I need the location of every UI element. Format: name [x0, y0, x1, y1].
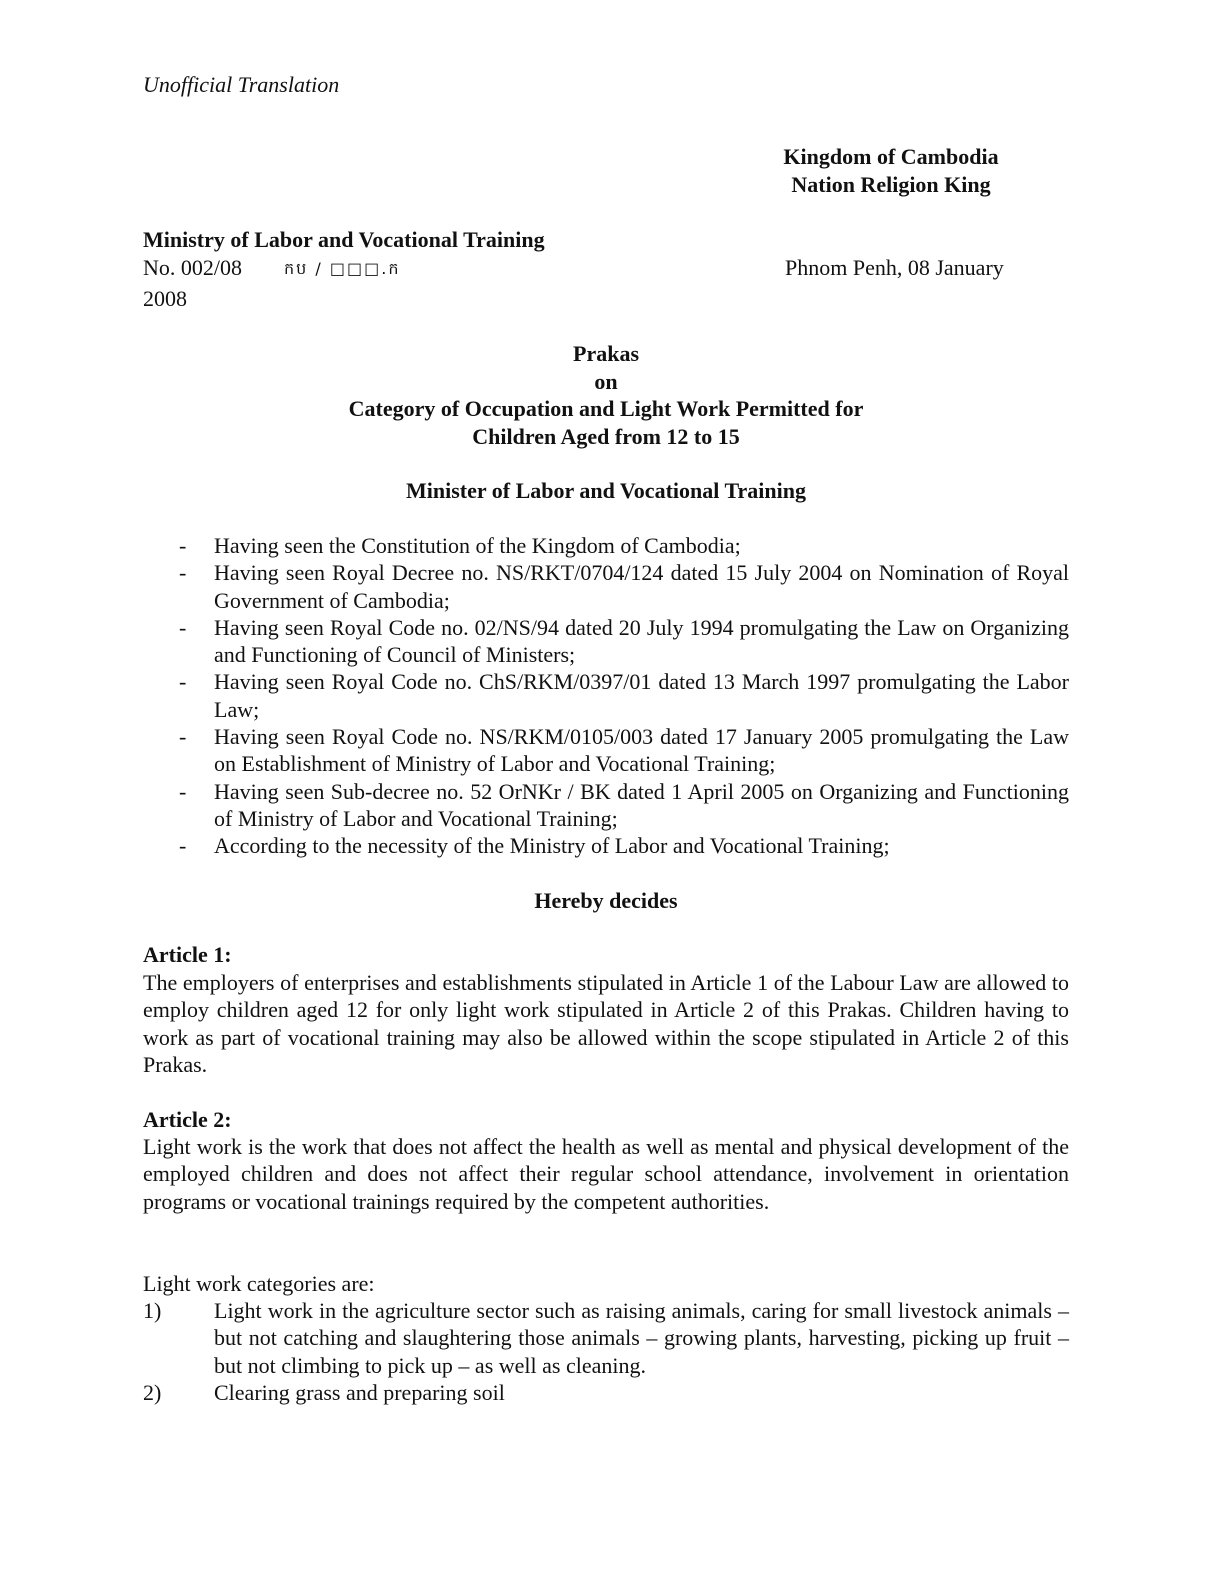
title-line-1: Prakas: [573, 341, 639, 366]
place-date: Phnom Penh, 08 January: [785, 255, 1004, 280]
document-number: No. 002/08: [143, 255, 242, 280]
kingdom-heading: Kingdom of Cambodia: [783, 144, 999, 169]
document-title: [143, 340, 1069, 450]
list-item: - Having seen Royal Code no. NS/RKM/0105/003 dated 17 January 2005 promulgating the Law on Establishment of Ministry of Labor and Vocational Training;: [179, 724, 1069, 777]
title-line-3: Category of Occupation and Light Work Permitted for: [348, 396, 864, 421]
list-item: - Having seen Royal Code no. 02/NS/94 dated 20 July 1994 promulgating the Law on Organizing and Functioning of Council of Ministers;: [179, 614, 1069, 668]
list-item: - Having seen Royal Code no. ChS/RKM/0397/01 dated 13 March 1997 promulgating the Labor Law;: [179, 669, 1069, 722]
categories-intro: Light work categories are:: [143, 1271, 375, 1296]
list-item: - Having seen the Constitution of the Kingdom of Cambodia;: [179, 533, 741, 558]
decision-heading: Hereby decides: [534, 888, 678, 913]
article-2-text: Light work is the work that does not affect the health as well as mental and physical development of the employed children and does not affect their regular school attendance, involvement in orientation programs or vocational trainings required by the competent authorities.: [143, 1134, 1069, 1214]
minister-heading: Minister of Labor and Vocational Training: [406, 478, 806, 503]
list-item: - According to the necessity of the Ministry of Labor and Vocational Training;: [179, 833, 890, 859]
khmer-reference: កប / □□□.ក: [284, 259, 401, 278]
considerations-list: [143, 532, 1069, 860]
translation-note: Unofficial Translation: [143, 72, 340, 97]
list-item: - Having seen Royal Decree no. NS/RKT/0704/124 dated 15 July 2004 on Nomination of Royal Government of Cambodia;: [179, 560, 1069, 613]
article-1-heading: Article 1:: [143, 942, 232, 967]
categories-list: [143, 1297, 1069, 1406]
list-item: - Having seen Sub-decree no. 52 OrNKr / BK dated 1 April 2005 on Organizing and Functioning of Ministry of Labor and Vocational Training;: [179, 778, 1069, 831]
article-1-text: The employers of enterprises and establishments stipulated in Article 1 of the Labour Law are allowed to employ children aged 12 for only light work stipulated in Article 2 of this Prakas. Children having to work as part of vocational training may also be allowed within the scope stipulated in Article 2 of this Prakas.: [143, 970, 1069, 1077]
list-item: 1) Light work in the agriculture sector such as raising animals, caring for small livestock animals – but not catching and slaughtering those animals – growing plants, harvesting, picking up fruit – but not climbing to pick up – as well as cleaning.: [143, 1298, 1069, 1378]
title-line-2: on: [594, 368, 618, 394]
article-2-heading: Article 2:: [143, 1107, 232, 1132]
title-line-4: Children Aged from 12 to 15: [472, 423, 740, 449]
list-item: 2) Clearing grass and preparing soil: [143, 1379, 505, 1405]
document-year: 2008: [143, 286, 187, 311]
motto-heading: Nation Religion King: [791, 172, 991, 197]
ministry-name: Ministry of Labor and Vocational Training: [143, 227, 545, 252]
